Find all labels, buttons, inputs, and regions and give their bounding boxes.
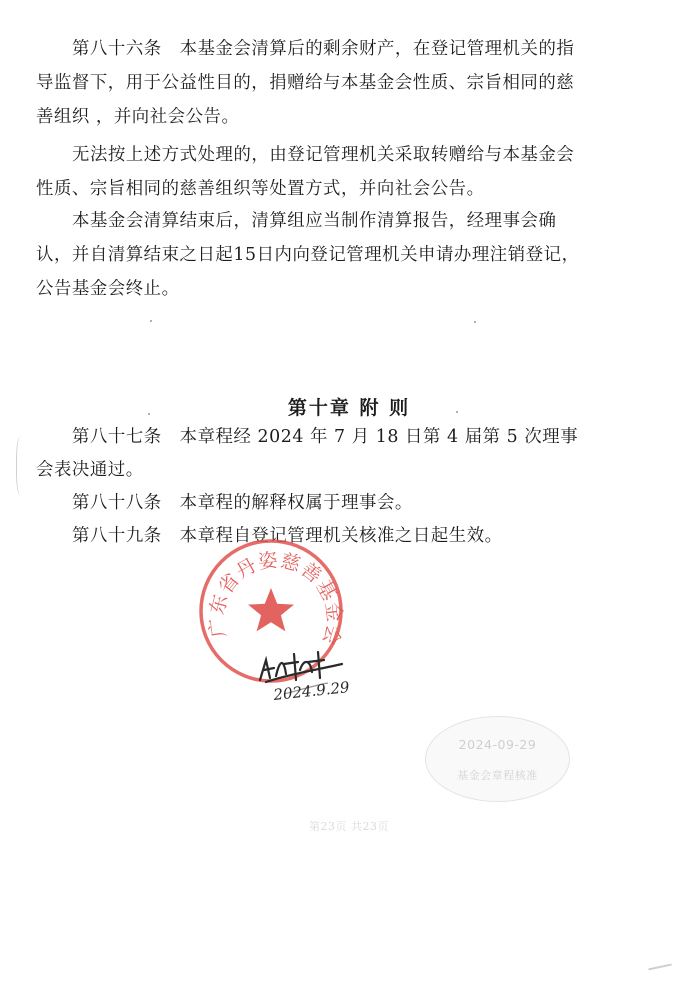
report-line-3: 公告基金会终止。 [36, 279, 180, 299]
handwritten-signature [254, 640, 384, 710]
approval-stamp-date: 2024-09-29 [458, 737, 537, 752]
approval-stamp-text: 基金会章程核准 [457, 769, 538, 782]
scan-speck [648, 964, 672, 970]
article-86-line-3: 善组织 ，并向社会公告。 [36, 107, 240, 127]
article-88: 第八十八条 本章程的解释权属于理事会。 [72, 493, 413, 513]
report-line-1: 本基金会清算结束后，清算组应当制作清算报告，经理事会确 [72, 211, 557, 231]
scan-edge-mark [16, 436, 27, 496]
article-86-line-1: 第八十六条 本基金会清算后的剩余财产，在登记管理机关的指 [72, 39, 575, 59]
disposal-line-1: 无法按上述方式处理的，由登记管理机关采取转赠给与本基金会 [72, 145, 575, 165]
article-89: 第八十九条 本章程自登记管理机关核准之日起生效。 [72, 526, 503, 546]
scan-speck [150, 320, 152, 322]
article-87-line-2: 会表决通过。 [36, 460, 144, 480]
page-footer: 第23页 共23页 [309, 820, 389, 833]
seal-text: 广东省丹姿慈善基金会 [204, 548, 346, 649]
scan-speck [474, 321, 476, 323]
report-line-2: 认，并自清算结束之日起15日内向登记管理机关申请办理注销登记， [36, 245, 580, 265]
chapter-heading: 第十章 附 则 [287, 397, 411, 419]
article-87-line-1: 第八十七条 本章程经 2024 年 7 月 18 日第 4 届第 5 次理事 [72, 427, 579, 447]
approval-stamp [425, 716, 570, 802]
article-86-line-2: 导监督下，用于公益性目的，捐赠给与本基金会性质、宗旨相同的慈 [36, 73, 575, 93]
disposal-line-2: 性质、宗旨相同的慈善组织等处置方式，并向社会公告。 [36, 179, 485, 199]
seal-star-icon [248, 588, 294, 631]
signature-date: 2024.9.29 [272, 678, 351, 704]
